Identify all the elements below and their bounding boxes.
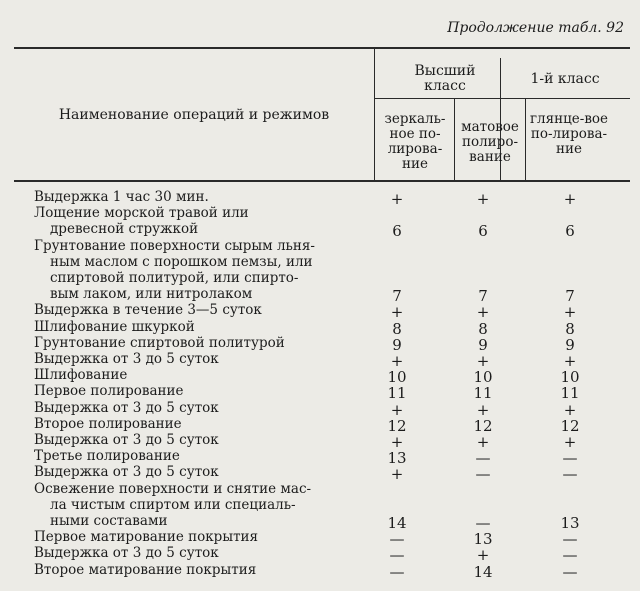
header-col-matte: матовое полиро-вание (461, 119, 519, 165)
operation-name: Выдержка от 3 до 5 суток (34, 464, 219, 481)
operation-name: Выдержка от 3 до 5 суток (34, 399, 219, 416)
subheader-divider-2 (525, 99, 526, 180)
value-matte-polish: 6 (478, 222, 488, 241)
operation-name: Грунтование поверхности сырым льня- (34, 237, 315, 254)
value-mirror-polish: 6 (392, 222, 402, 241)
value-mirror-polish: + (390, 190, 404, 208)
header-top-class: Высший класс (414, 63, 476, 94)
value-gloss-polish: — (562, 530, 578, 549)
operation-name: Выдержка от 3 до 5 суток (34, 545, 219, 562)
operation-name: Освежение поверхности и снятие мас- (34, 480, 312, 497)
value-gloss-polish: — (562, 546, 578, 565)
header-divider-left (374, 48, 375, 180)
operation-name: Лощение морской травой или (34, 205, 249, 222)
value-matte-polish: 9 (478, 335, 488, 354)
value-gloss-polish: 10 (560, 368, 580, 387)
value-mirror-polish: 7 (392, 287, 402, 306)
operation-name: Третье полирование (34, 448, 180, 465)
header-top-rule (14, 47, 630, 49)
subheader-divider-1 (454, 99, 455, 180)
header-col-gloss: глянце-вое по-лирова-ние (529, 111, 609, 157)
value-gloss-polish: — (562, 465, 578, 484)
value-gloss-polish: 9 (565, 335, 575, 354)
value-matte-polish: 7 (478, 287, 488, 306)
table-caption: Продолжение табл. 92 (447, 20, 624, 36)
value-mirror-polish: 13 (387, 449, 407, 468)
header-col-mirror: зеркаль-ное по-лирова-ние (384, 111, 446, 172)
value-mirror-polish: 14 (387, 514, 407, 532)
operation-name: Выдержка 1 час 30 мин. (34, 189, 209, 205)
header-bottom-rule (14, 180, 630, 182)
header-operations: Наименование операций и режимов (58, 107, 330, 123)
value-mirror-polish: + (390, 433, 404, 451)
operation-name: Шлифование шкуркой (34, 318, 195, 335)
header-class-rule (375, 98, 630, 99)
value-matte-polish: 13 (473, 530, 493, 549)
value-mirror-polish: + (390, 352, 404, 370)
value-matte-polish: — (475, 514, 491, 532)
operation-name: Первое матирование покрытия (34, 529, 259, 546)
operation-name-continuation: ным маслом с порошком пемзы, или (50, 253, 313, 270)
value-matte-polish: — (475, 465, 491, 484)
value-matte-polish: 10 (473, 368, 493, 387)
value-gloss-polish: 11 (560, 384, 580, 403)
operation-name: Второе матирование покрытия (34, 561, 257, 578)
operation-name-continuation: древесной стружкой (50, 221, 199, 238)
value-mirror-polish: + (390, 303, 404, 322)
value-matte-polish: + (476, 433, 490, 451)
operation-name: Выдержка в течение 3—5 суток (34, 302, 262, 319)
value-matte-polish: + (476, 546, 490, 565)
value-mirror-polish: + (390, 465, 404, 484)
operation-name: Шлифование (34, 367, 128, 384)
value-matte-polish: + (476, 303, 490, 322)
value-mirror-polish: 9 (392, 335, 402, 354)
value-matte-polish: + (476, 190, 490, 208)
value-gloss-polish: — (562, 449, 578, 468)
value-matte-polish: — (475, 449, 491, 468)
operation-name-continuation: вым лаком, или нитролаком (50, 286, 253, 303)
value-mirror-polish: 8 (392, 319, 402, 338)
value-gloss-polish: 13 (560, 514, 580, 532)
value-matte-polish: + (476, 400, 490, 419)
value-gloss-polish: + (563, 190, 577, 208)
header-first-class: 1-й класс (530, 71, 600, 87)
value-gloss-polish: — (562, 562, 578, 581)
value-matte-polish: 11 (473, 384, 493, 403)
value-gloss-polish: + (563, 433, 577, 451)
value-gloss-polish: 6 (565, 222, 575, 241)
value-mirror-polish: 12 (387, 416, 407, 435)
operation-name: Выдержка от 3 до 5 суток (34, 351, 219, 367)
operation-name: Выдержка от 3 до 5 суток (34, 432, 219, 448)
operation-name: Первое полирование (34, 383, 184, 400)
operation-name-continuation: спиртовой политурой, или спирто- (50, 270, 299, 286)
operation-name-continuation: ными составами (50, 513, 168, 529)
value-gloss-polish: + (563, 303, 577, 322)
value-matte-polish: 8 (478, 319, 488, 338)
value-matte-polish: 14 (473, 562, 493, 581)
value-gloss-polish: 7 (565, 287, 575, 306)
operation-name-continuation: ла чистым спиртом или специаль- (50, 496, 296, 513)
operation-name: Второе полирование (34, 415, 182, 432)
value-mirror-polish: 11 (387, 384, 407, 403)
value-mirror-polish: — (389, 530, 405, 549)
value-mirror-polish: 10 (387, 368, 407, 387)
value-gloss-polish: 12 (560, 416, 580, 435)
value-mirror-polish: + (390, 400, 404, 419)
value-gloss-polish: 8 (565, 319, 575, 338)
value-gloss-polish: + (563, 352, 577, 370)
value-mirror-polish: — (389, 546, 405, 565)
value-gloss-polish: + (563, 400, 577, 419)
value-mirror-polish: — (389, 562, 405, 581)
value-matte-polish: 12 (473, 416, 493, 435)
operation-name: Грунтование спиртовой политурой (34, 334, 285, 351)
value-matte-polish: + (476, 352, 490, 370)
